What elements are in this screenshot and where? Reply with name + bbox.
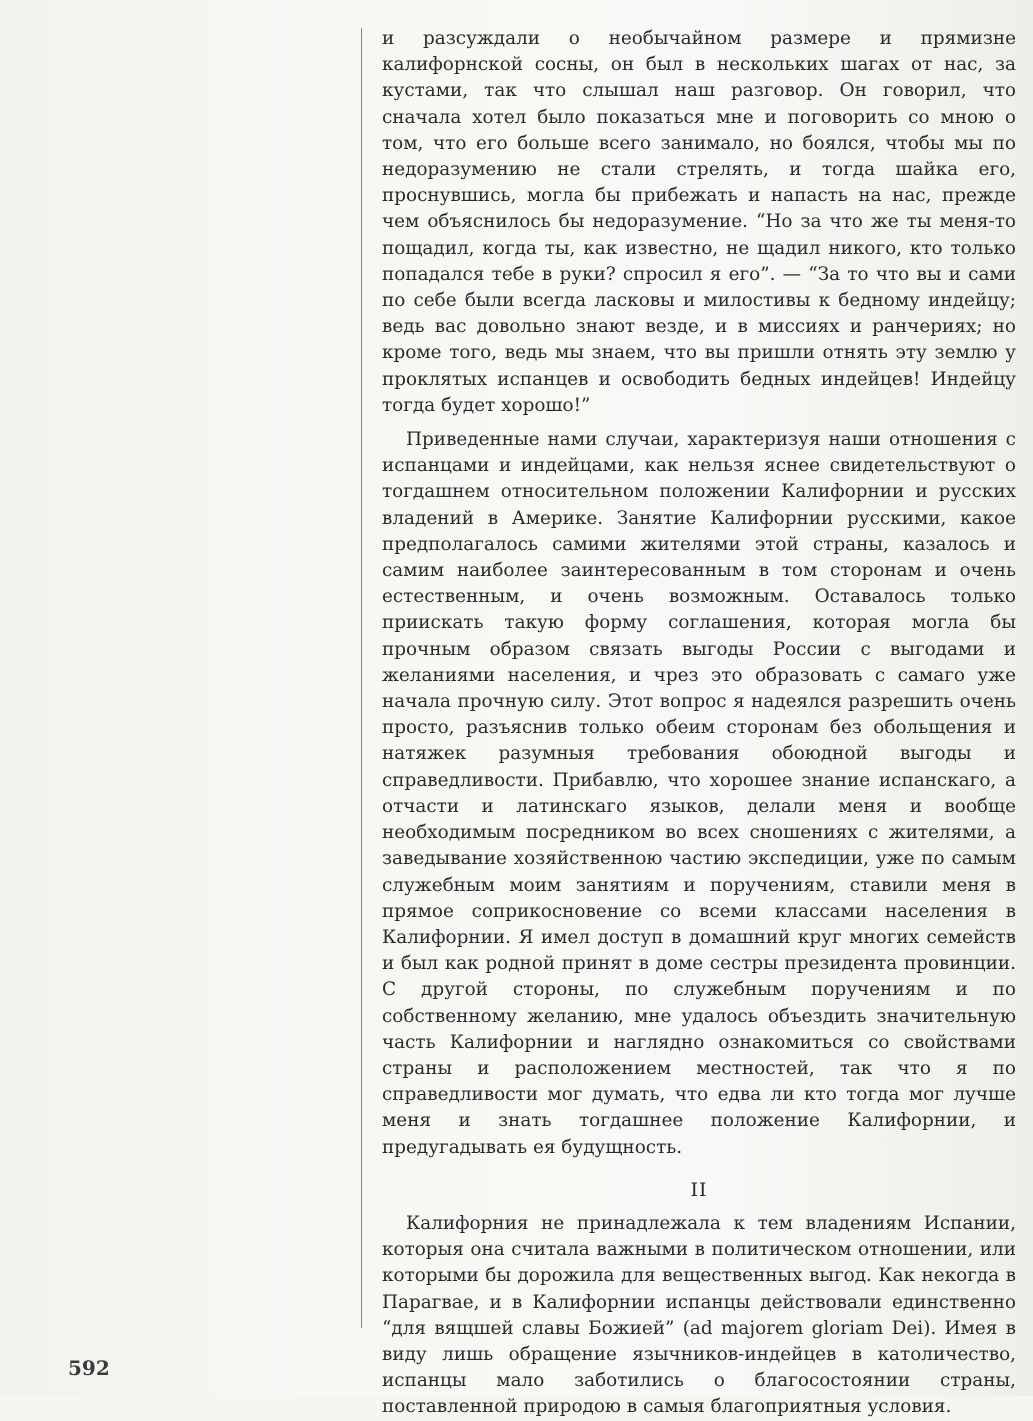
text-column: [382, 26, 1016, 1421]
paragraph-3: Калифорния не принадлежала к тем владениям Испании, которыя она считала важными в политическом отношении, или которыми бы дорожила для вещественных выгод. Как некогда в Парагвае, и в Калифорнии испанцы действовали единственно “для вящшей славы Божией” (ad majorem gloriam Dei). Имея в виду лишь обращение язычников-индейцев в католичество, испанцы мало заботились о благосостоянии страны, поставленной природою в самыя благоприятныя условия.: [382, 1212, 1016, 1418]
column-rule: [361, 28, 362, 1328]
paragraph-1: и разсуждали о необычайном размере и прямизне калифорнской сосны, он был в нескольких шагах от нас, за кустами, так что слышал наш разговор. Он говорил, что сначала хотел было показаться мне и поговорить со мною о том, что его больше всего занимало, но боялся, чтобы мы по недоразумению не стали стрелять, и тогда шайка его, проснувшись, могла бы прибежать и напасть на нас, прежде чем объяснилось бы недоразумение. “Но за что же ты меня-то пощадил, когда ты, как известно, не щадил никого, кто только попадался тебе в руки? спросил я его”. — “За то что вы и сами по себе были всегда ласковы и милостивы к бедному индейцу; ведь вас довольно знают везде, и в миссиях и ранчериях; но кроме того, ведь мы знаем, что вы пришли отнять эту землю у проклятых испанцев и освободить бедных индейцев! Индейцу тогда будет хорошо!”: [382, 28, 1016, 416]
paragraph-gap: [382, 419, 1016, 427]
section-heading: II: [690, 1178, 708, 1201]
page-number: 592: [68, 1356, 110, 1380]
paragraph-2: Приведенные нами случаи, характеризуя наши отношения с испанцами и индейцами, как нельзя яснее свидетельствуют о тогдашнем относительном положении Калифорнии и русских владений в Америке. Занятие Калифорнии русскими, какое предполагалось самими жителями этой страны, казалось и самим наиболее заинтересованным в том сторонам и очень естественным, и очень возможным. Оставалось только приискать такую форму соглашения, которая могла бы прочным образом связать выгоды России с выгодами и желаниями населения, и чрез это образовать с самаго уже начала прочную силу. Этот вопрос я надеялся разрешить очень просто, разъяснив только обеим сторонам без обольщения и натяжек разумныя требования обоюдной выгоды и справедливости. Прибавлю, что хорошее знание испанскаго, а отчасти и латинскаго языков, делали меня и вообще необходимым посредником во всех сношениях с жителями, а заведывание хозяйственною частию экспедиции, уже по самым служебным моим занятиям и поручениям, ставили меня в прямое соприкосновение со всеми классами населения в Калифорнии. Я имел доступ в домашний круг многих семейств и был как родной принят в доме сестры президента провинции. С другой стороны, по служебным поручениям и по собственному желанию, мне удалось объездить значительную часть Калифорнии и наглядно ознакомиться со свойствами страны и расположением местностей, так что я по справедливости мог думать, что едва ли кто тогда мог лучше меня и знать тогдашнее положение Калифорнии, и предугадывать ея будущность.: [382, 429, 1016, 1158]
